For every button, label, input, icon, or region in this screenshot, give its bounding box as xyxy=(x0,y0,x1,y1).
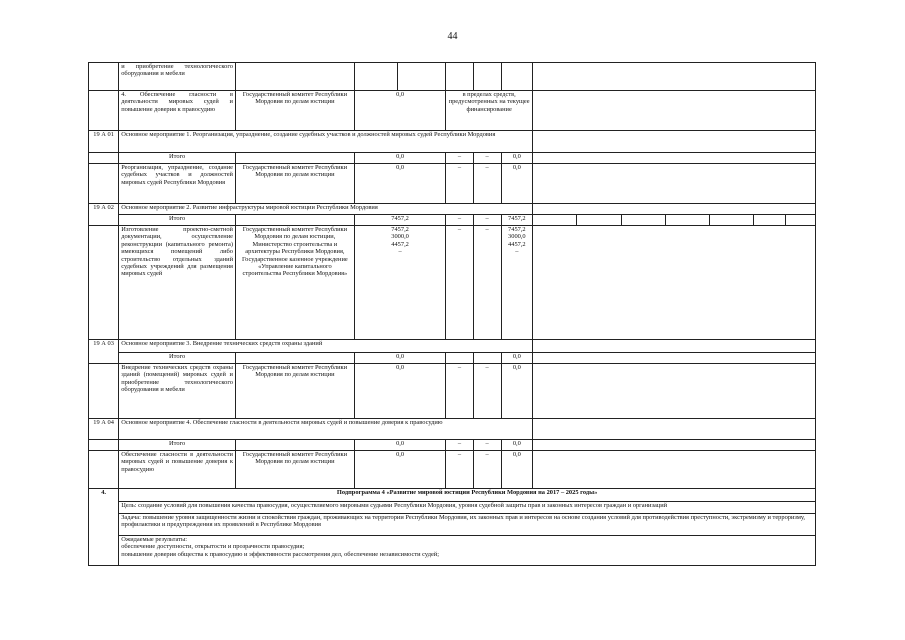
total-value: 0,0 xyxy=(354,353,446,364)
funding-value: 0,0 xyxy=(354,364,446,419)
table-row xyxy=(89,364,816,419)
funding-value: 0,0 xyxy=(354,164,446,204)
program-activities-table xyxy=(88,62,816,566)
activity-name: Внедрение технических средств охраны зданий (помещений) мировых судей и приобретение технологического оборудования и мебели xyxy=(119,364,236,419)
table-row xyxy=(89,131,816,153)
page-number: 44 xyxy=(447,31,458,42)
dash: – xyxy=(446,440,473,451)
executor: Государственный комитет Республики Мордовия по делам юстиции xyxy=(235,364,354,419)
funding-value: 4457,2 xyxy=(391,240,409,248)
activity-name: Обеспечение гласности в деятельности мировых судей и повышение доверия к правосудию xyxy=(119,451,236,489)
subprogram-task: Задача: повышение уровня защищенности жизни и спокойствия граждан, проживающих на территории Республики Мордовия, их законных прав и интересов на основе создания условий для противодействия преступности, экстремизму и терроризму, профилактики и предупреждения их проявлений в Республике Мордовия xyxy=(119,514,816,536)
executor: Государственный комитет Республики Мордовия по делам юстиции xyxy=(235,451,354,489)
activity-title: Основное мероприятие 1. Реорганизация, упразднение, создание судебных участков и должностей мировых судей Республики Мордовия xyxy=(119,131,533,153)
funding-value: 3000,0 xyxy=(391,233,409,241)
funding-value: – xyxy=(398,248,402,256)
table-row xyxy=(89,353,816,364)
funding-value-2: – xyxy=(515,248,519,256)
dash: – xyxy=(446,226,473,340)
activity-code: 19 А 02 xyxy=(89,204,119,226)
table-row xyxy=(89,514,816,536)
dash: – xyxy=(446,451,473,489)
funding-value-2: 3000,0 xyxy=(508,233,526,241)
total-value: 0,0 xyxy=(354,153,446,164)
dash: – xyxy=(473,226,501,340)
activity-name: 4. Обеспечение гласности в деятельности мировых судей и повышение доверия к правосудию xyxy=(119,91,236,131)
table-row xyxy=(89,63,816,91)
activity-title: Основное мероприятие 4. Обеспечение гласности в деятельности мировых судей и повышение доверия к правосудию xyxy=(119,419,533,440)
executor: Государственный комитет Республики Мордовия по делам юстиции xyxy=(235,91,354,131)
activity-name: и приобретение технологического оборудования и мебели xyxy=(119,63,236,91)
total-label: Итого xyxy=(119,440,236,451)
funding-value-2: 4457,2 xyxy=(508,240,526,248)
table-row xyxy=(89,204,816,215)
results-line: обеспечение доступности, открытости и прозрачности правосудия; xyxy=(121,543,305,551)
total-label: Итого xyxy=(119,215,236,226)
funding-value-2: 7457,2 xyxy=(508,226,526,233)
dash: – xyxy=(446,215,473,226)
subprogram-title: Подпрограмма 4 «Развитие мировой юстиции Республики Мордовия на 2017 – 2025 годы» xyxy=(119,489,816,502)
activity-code: 19 А 01 xyxy=(89,131,119,153)
funding-value: 0,0 xyxy=(354,451,446,489)
table-row xyxy=(89,536,816,566)
table-row xyxy=(89,489,816,502)
table-row xyxy=(89,164,816,204)
total-value-2: 7457,2 xyxy=(501,215,532,226)
subprogram-number: 4. xyxy=(89,489,119,566)
funding-note: в пределах средств, предусмотренных на текущее финансирование xyxy=(446,91,533,131)
table-row xyxy=(89,226,816,340)
dash: – xyxy=(473,364,501,419)
dash: – xyxy=(473,153,501,164)
table-row xyxy=(89,153,816,164)
table-row xyxy=(89,340,816,353)
funding-value: 7457,2 xyxy=(391,226,409,233)
dash: – xyxy=(473,215,501,226)
funding-value: 0,0 xyxy=(354,91,446,131)
total-value: 0,0 xyxy=(354,440,446,451)
funding-values-2 xyxy=(501,226,532,340)
dash: – xyxy=(473,164,501,204)
table-row xyxy=(89,419,816,440)
funding-value-2: 0,0 xyxy=(501,364,532,419)
table-row xyxy=(89,451,816,489)
subprogram-goal: Цель: создание условий для повышения качества правосудия, осуществляемого мировыми судьями Республики Мордовия, уровня судебной защиты прав и законных интересов граждан и организаций xyxy=(119,502,816,514)
activity-code: 19 А 03 xyxy=(89,340,119,364)
total-value-2: 0,0 xyxy=(501,153,532,164)
results-line: повышение доверия общества к правосудию и эффективности рассмотрения дел, обеспечение независимости судей; xyxy=(121,550,439,558)
total-value-2: 0,0 xyxy=(501,353,532,364)
dash: – xyxy=(473,440,501,451)
results-heading: Ожидаемые результаты: xyxy=(121,536,188,543)
table-row xyxy=(89,215,816,226)
total-label: Итого xyxy=(119,153,236,164)
table-row xyxy=(89,502,816,514)
funding-value-2: 0,0 xyxy=(501,164,532,204)
activity-code: 19 А 04 xyxy=(89,419,119,440)
executor: Государственный комитет Республики Мордовия по делам юстиции, Министерство строительства и архитектуры Республики Мордовия, Государственное казенное учреждение «Управление капитального строительства Республики Мордовия» xyxy=(235,226,354,340)
funding-values xyxy=(354,226,446,340)
total-value-2: 0,0 xyxy=(501,440,532,451)
dash: – xyxy=(446,364,473,419)
dash: – xyxy=(446,164,473,204)
funding-value-2: 0,0 xyxy=(501,451,532,489)
activity-name: Изготовление проектно-сметной документации, осуществление реконструкции (капитального ремонта) имеющихся помещений либо строительство отдельных зданий судебных учреждений для размещения мировых судей xyxy=(119,226,236,340)
activity-title: Основное мероприятие 2. Развитие инфраструктуры мировой юстиции Республики Мордовия xyxy=(119,204,533,215)
activity-title: Основное мероприятие 3. Внедрение технических средств охраны зданий xyxy=(119,340,533,353)
dash: – xyxy=(473,451,501,489)
table-row xyxy=(89,440,816,451)
executor: Государственный комитет Республики Мордовия по делам юстиции xyxy=(235,164,354,204)
table-row xyxy=(89,91,816,131)
total-label: Итого xyxy=(119,353,236,364)
subprogram-results xyxy=(119,536,816,566)
dash: – xyxy=(446,153,473,164)
activity-name: Реорганизация, упразднение, создание судебных участков и должностей мировых судей Республики Мордовия xyxy=(119,164,236,204)
total-value: 7457,2 xyxy=(354,215,446,226)
